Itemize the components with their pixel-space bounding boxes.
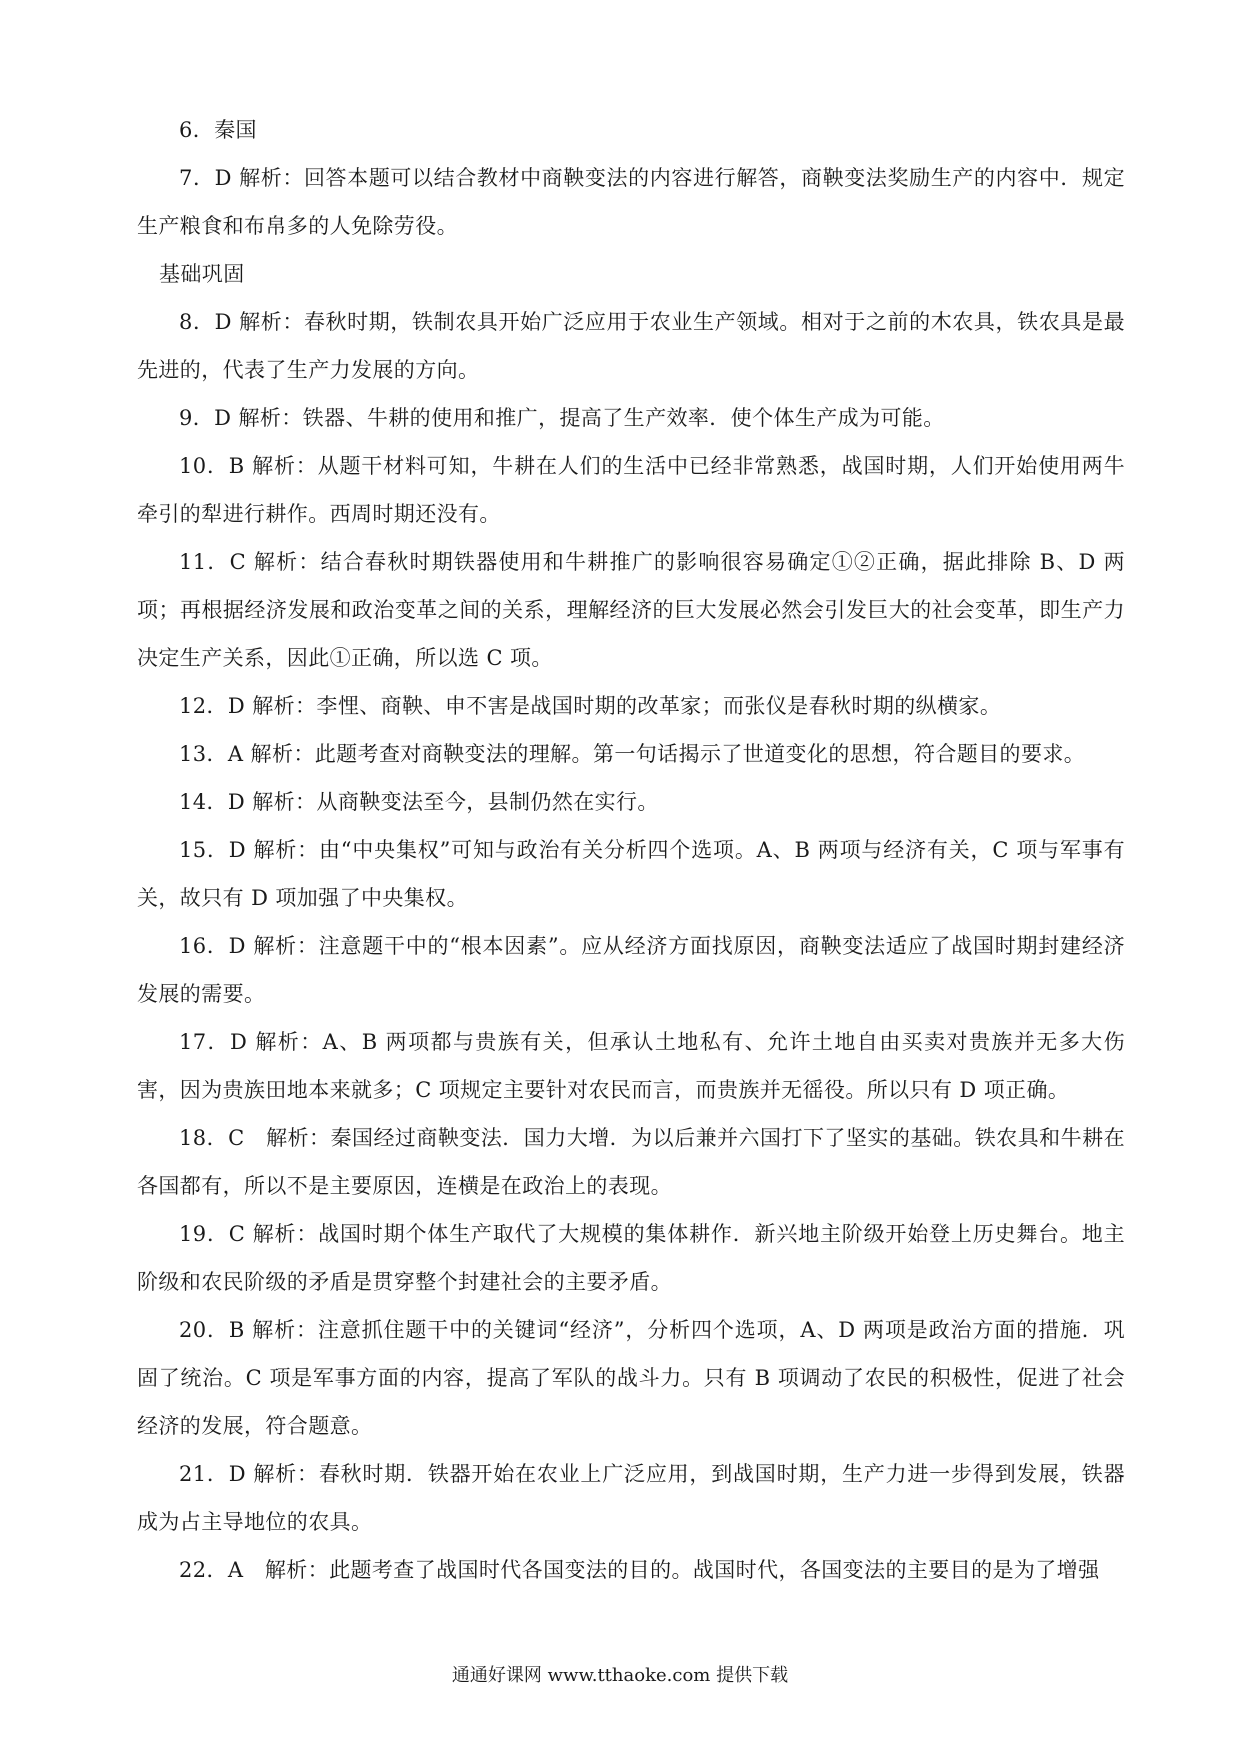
answer-18: 18．C 解析：秦国经过商鞅变法．国力大增．为以后兼并六国打下了坚实的基础。铁农具和牛耕在各国都有，所以不是主要原因，连横是在政治上的表现。 [137,1126,1125,1198]
answer-16: 16．D 解析：注意题干中的“根本因素”。应从经济方面找原因，商鞅变法适应了战国时期封建经济发展的需要。 [137,934,1125,1006]
answer-17: 17．D 解析：A、B 两项都与贵族有关，但承认土地私有、允许土地自由买卖对贵族并无多大伤害，因为贵族田地本来就多；C 项规定主要针对农民而言，而贵族并无徭役。所以只有 D 项正确。 [137,1030,1125,1102]
page-footer: 通通好课网 www.tthaoke.com 提供下载 [451,1665,789,1686]
answer-13: 13．A 解析：此题考查对商鞅变法的理解。第一句话揭示了世道变化的思想，符合题目的要求。 [179,742,1086,766]
answer-9: 9．D 解析：铁器、牛耕的使用和推广，提高了生产效率．使个体生产成为可能。 [179,406,945,430]
answer-19: 19．C 解析：战国时期个体生产取代了大规模的集体耕作．新兴地主阶级开始登上历史舞台。地主阶级和农民阶级的矛盾是贯穿整个封建社会的主要矛盾。 [137,1222,1125,1294]
answer-22: 22．A 解析：此题考查了战国时代各国变法的目的。战国时代，各国变法的主要目的是为了增强 [179,1558,1100,1582]
answer-20: 20．B 解析：注意抓住题干中的关键词“经济”，分析四个选项，A、D 两项是政治方面的措施．巩固了统治。C 项是军事方面的内容，提高了军队的战斗力。只有 B 项调动了农民的积极性，促进了社会经济的发展，符合题意。 [137,1318,1125,1438]
answer-7: 7．D 解析：回答本题可以结合教材中商鞅变法的内容进行解答，商鞅变法奖励生产的内容中．规定生产粮食和布帛多的人免除劳役。 [137,166,1125,238]
answer-11: 11．C 解析：结合春秋时期铁器使用和牛耕推广的影响很容易确定①②正确，据此排除 B、D 两项；再根据经济发展和政治变革之间的关系，理解经济的巨大发展必然会引发巨大的社会变革，即生产力决定生产关系，因此①正确，所以选 C 项。 [137,550,1125,670]
answer-8: 8．D 解析：春秋时期，铁制农具开始广泛应用于农业生产领域。相对于之前的木农具，铁农具是最先进的，代表了生产力发展的方向。 [137,310,1125,382]
answer-14: 14．D 解析：从商鞅变法至今，县制仍然在实行。 [179,790,659,814]
answer-21: 21．D 解析：春秋时期．铁器开始在农业上广泛应用，到战国时期，生产力进一步得到发展，铁器成为占主导地位的农具。 [137,1462,1125,1534]
answer-explanations [137,106,1125,1594]
answer-6: 6．秦国 [179,118,257,142]
answer-15: 15．D 解析：由“中央集权”可知与政治有关分析四个选项。A、B 两项与经济有关，C 项与军事有关，故只有 D 项加强了中央集权。 [137,838,1125,910]
section-heading: 基础巩固 [159,262,245,286]
answer-10: 10．B 解析：从题干材料可知，牛耕在人们的生活中已经非常熟悉，战国时期，人们开始使用两牛牵引的犁进行耕作。西周时期还没有。 [137,454,1125,526]
answer-12: 12．D 解析：李悝、商鞅、申不害是战国时期的改革家；而张仪是春秋时期的纵横家。 [179,694,1002,718]
